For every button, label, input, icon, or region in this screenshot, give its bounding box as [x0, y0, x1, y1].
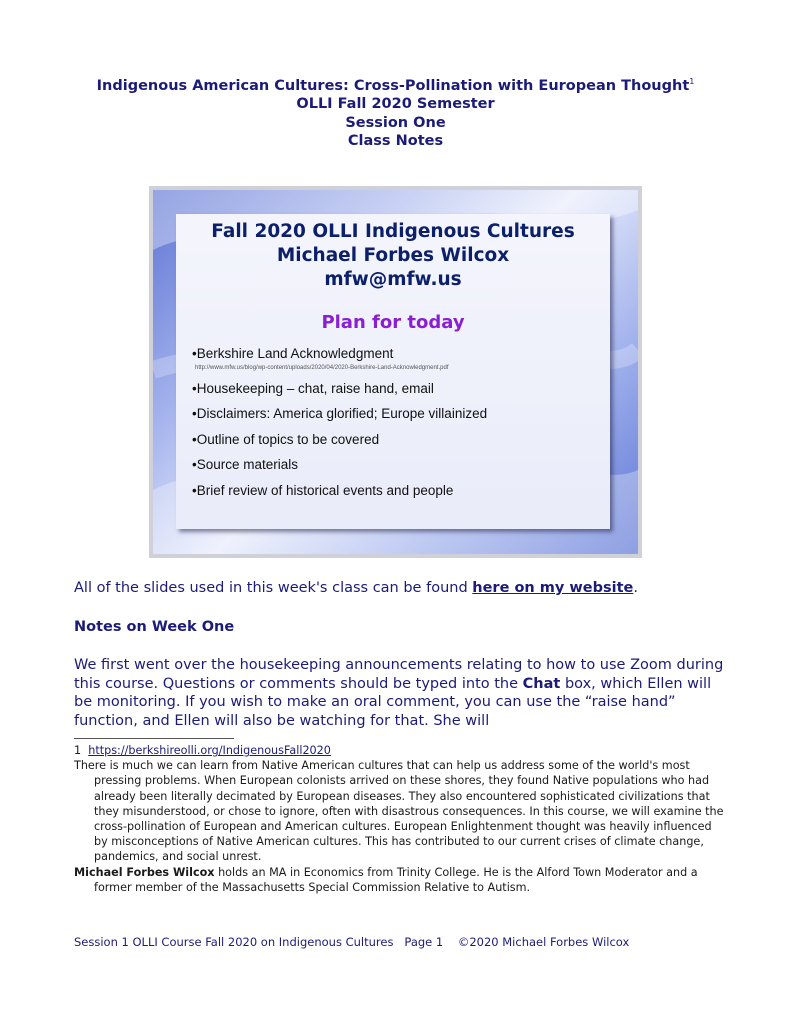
slide-title-block [176, 220, 610, 292]
slide-card [176, 214, 610, 529]
footnote-url-link[interactable]: https://berkshireolli.org/IndigenousFall2020 [88, 744, 331, 757]
footnote-description: There is much we can learn from Native American cultures that can help us address some of the world's most pressing problems. When European colonists arrived on these shores, they found Native populations who had already been literally decimated by European diseases. They also encountered sophisticated civilizations that they misunderstood, or chose to ignore, often with disastrous consequences. In this course, we will examine the cross-pollination of European and American cultures. European Enlightenment thought was heavily influenced by misconceptions of Native American cultures. This has contributed to our current crises of climate change, pandemics, and social unrest. [74, 759, 724, 864]
slide-agenda-item: •Berkshire Land Acknowledgment [192, 346, 394, 361]
slide-email: mfw@mfw.us [324, 269, 462, 290]
slide-course-title: Fall 2020 OLLI Indigenous Cultures [211, 221, 575, 242]
slides-paragraph: All of the slides used in this week's class can be found here on my website. [74, 580, 638, 596]
slide-presenter: Michael Forbes Wilcox [276, 245, 510, 266]
slide-agenda-item: •Disclaimers: America glorified; Europe villainized [192, 406, 488, 421]
slide-background [153, 190, 638, 554]
footnote-divider [74, 738, 234, 739]
footnote-block [74, 743, 724, 895]
slide-agenda-list [192, 345, 610, 507]
slide-agenda-url: http://www.mfw.us/blog/wp-content/uploads/2020/04/2020-Berkshire-Land-Acknowledgment.pdf [195, 364, 449, 371]
document-header [0, 73, 791, 151]
slide-agenda-item: •Outline of topics to be covered [192, 431, 380, 447]
footnote-marker: 1 [689, 77, 695, 86]
semester-line: OLLI Fall 2020 Semester [296, 96, 495, 113]
chat-term: Chat [522, 675, 561, 692]
page-footer: Session 1 OLLI Course Fall 2020 on Indigenous Cultures Page 1 ©2020 Michael Forbes Wilcox [74, 935, 630, 949]
slide-agenda-item: •Brief review of historical events and people [192, 482, 454, 498]
class-notes-line: Class Notes [347, 133, 444, 150]
author-bio: Michael Forbes Wilcox holds an MA in Economics from Trinity College. He is the Alford Town Moderator and a former member of the Massachusetts Special Commission Relative to Autism. [74, 865, 698, 894]
slide-image [149, 186, 642, 558]
slide-agenda-item: •Source materials [192, 457, 299, 472]
slide-agenda-item: •Housekeeping – chat, raise hand, email [192, 380, 434, 396]
session-line: Session One [345, 114, 446, 131]
slide-plan-heading: Plan for today [321, 312, 465, 333]
document-title: Indigenous American Cultures: Cross-Pollination with European Thought$^1$ [96, 77, 695, 94]
body-paragraph: We first went over the housekeeping announcements relating to how to use Zoom during this course. Questions or comments should be typed into the Chat box, which Ellen will be monitoring. If you wish to make an oral comment, you can use the “raise hand” function, and Ellen will also be watching for that. She will [74, 657, 724, 729]
footnote-1: 1 https://berkshireolli.org/IndigenousFall2020 [74, 744, 331, 757]
website-link[interactable]: here on my website [472, 580, 634, 596]
section-heading: Notes on Week One [74, 619, 235, 635]
